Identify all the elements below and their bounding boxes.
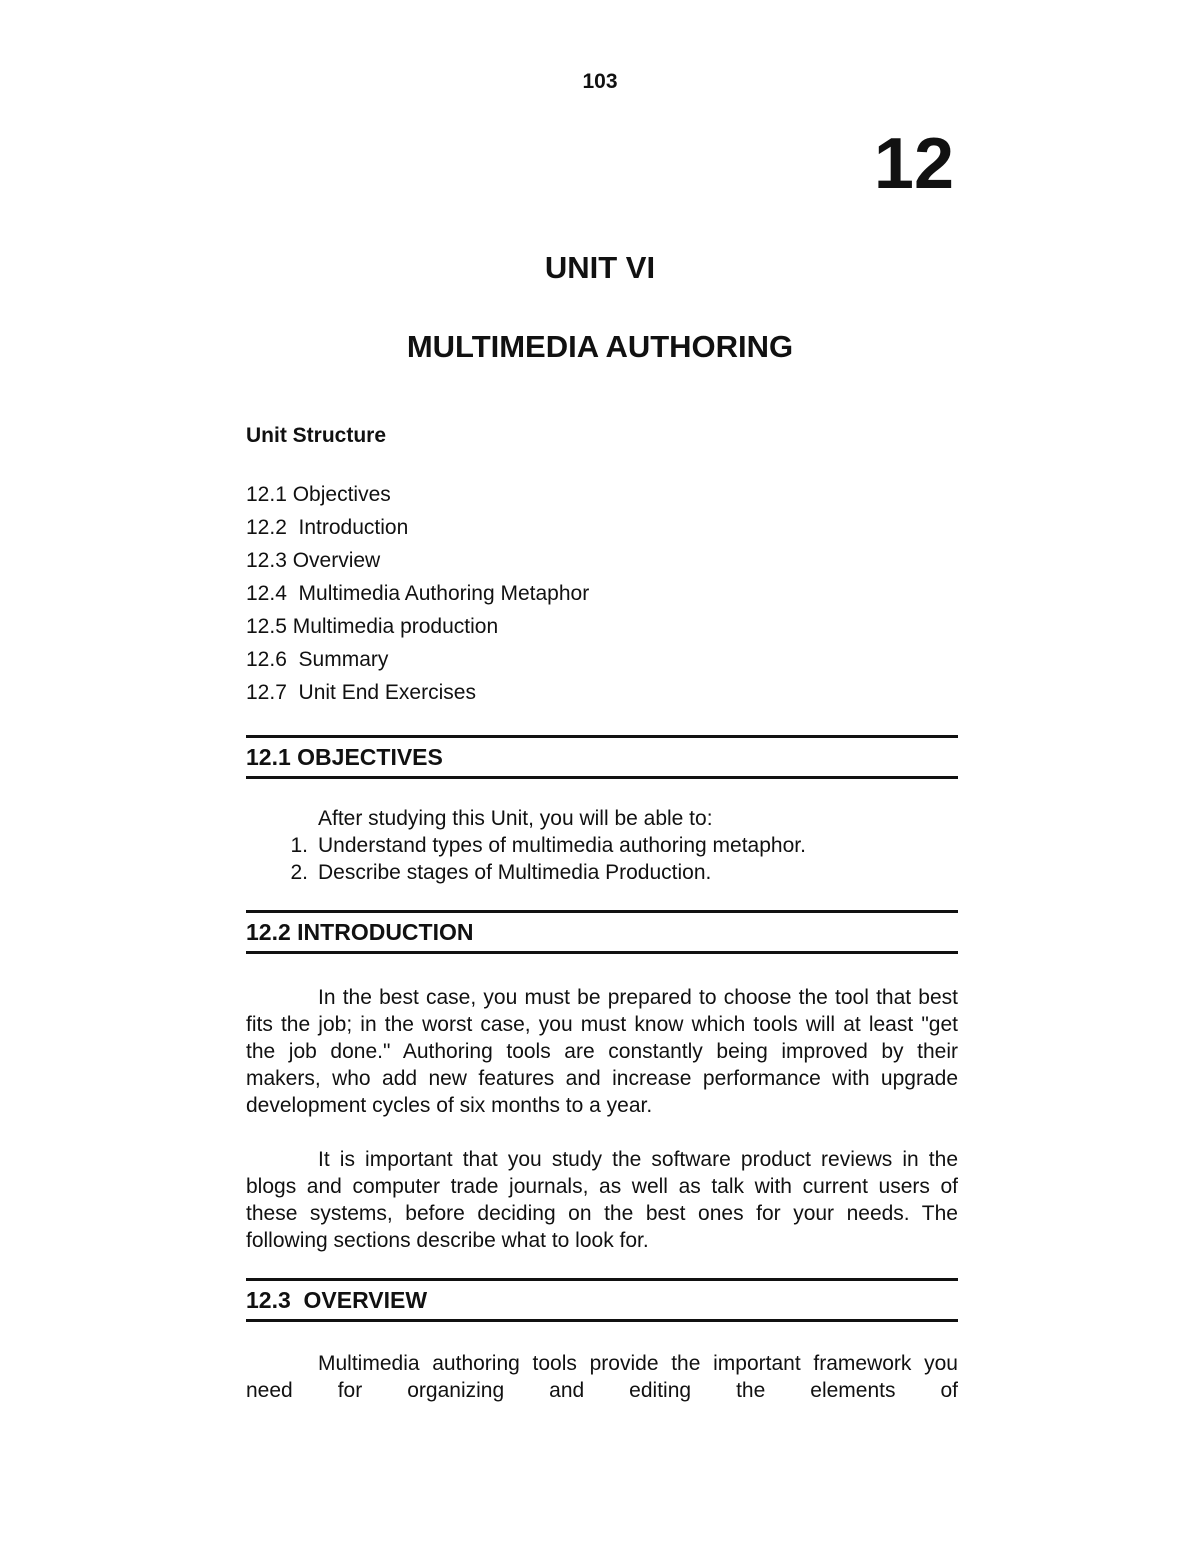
chapter-number: 12 <box>873 124 954 204</box>
objectives-heading: 12.1 OBJECTIVES <box>246 735 958 779</box>
list-text: Describe stages of Multimedia Production. <box>318 861 712 884</box>
overview-heading: 12.3 OVERVIEW <box>246 1278 958 1322</box>
list-item: 12.5 Multimedia production <box>246 615 499 638</box>
page-number: 103 <box>582 70 618 93</box>
list-item: 12.4 Multimedia Authoring Metaphor <box>246 582 590 605</box>
unit-structure-heading: Unit Structure <box>246 424 387 447</box>
objectives-list <box>246 832 958 886</box>
unit-title: UNIT VI <box>544 250 656 285</box>
list-number: 2. <box>290 861 308 884</box>
list-item: 12.7 Unit End Exercises <box>246 681 476 704</box>
list-item: 12.6 Summary <box>246 648 389 671</box>
page-title: MULTIMEDIA AUTHORING <box>406 329 794 364</box>
introduction-paragraph-2: It is important that you study the software product reviews in the blogs and computer trade journals, as well as talk with current users of these systems, before deciding on the best ones for your needs. The following sections describe what to look for. <box>246 1148 958 1252</box>
document-body <box>246 422 958 1404</box>
list-item: 12.1 Objectives <box>246 483 391 506</box>
list-item: 12.3 Overview <box>246 549 381 572</box>
overview-paragraph: Multimedia authoring tools provide the important framework you need for organizing and editing the elements of <box>246 1352 958 1402</box>
list-item <box>246 859 958 886</box>
introduction-heading: 12.2 INTRODUCTION <box>246 910 958 954</box>
unit-structure-list <box>246 478 958 709</box>
list-text: Understand types of multimedia authoring metaphor. <box>318 834 806 857</box>
list-number: 1. <box>290 834 308 857</box>
list-item: 12.2 Introduction <box>246 516 409 539</box>
objectives-intro: After studying this Unit, you will be able to: <box>318 807 713 830</box>
list-item <box>246 832 958 859</box>
introduction-paragraph-1: In the best case, you must be prepared to choose the tool that best fits the job; in the worst case, you must know which tools will at least "get the job done." Authoring tools are constantly being improved by their makers, who add new features and increase performance with upgrade development cycles of six months to a year. <box>246 986 958 1117</box>
